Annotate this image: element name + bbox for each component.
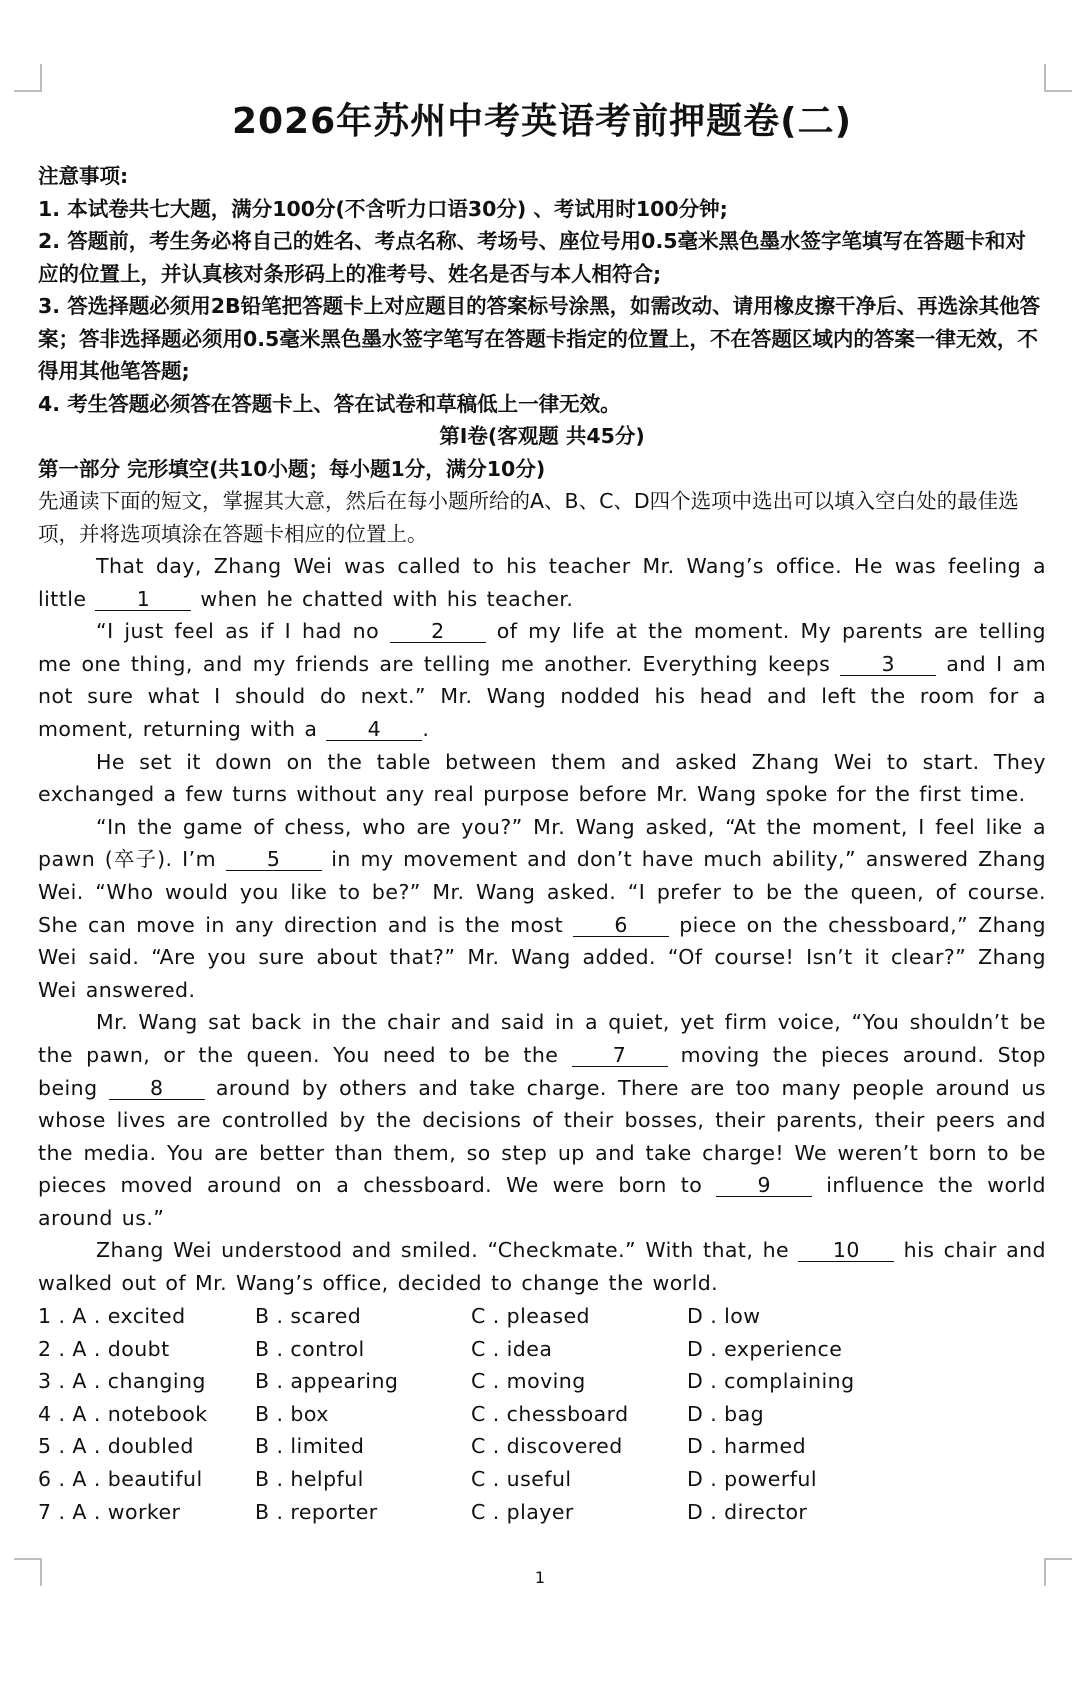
answer-blank: 10 [798,1239,894,1262]
answer-blank: 4 [326,718,422,741]
option-b: B . limited [255,1434,365,1459]
passage-paragraph: “In the game of chess, who are you?” Mr. Wang asked, “At the moment, I feel like a pawn (卒子). I’m 5 in my movement and don’t have much ability,” answered Zhang Wei. “Who would you like to be?” Mr. Wang asked. “I prefer to be the queen, of course. She can move in any direction and is the most 6 piece on the chessboard,” Zhang Wei said. “Are you sure about that?” Mr. Wang added. “Of course! Isn’t it clear?” Zhang Wei answered. [38,814,1046,1002]
passage-paragraph: Mr. Wang sat back in the chair and said in a quiet, yet firm voice, “You shouldn’t be the pawn, or the queen. You need to be the 7 moving the pieces around. Stop being 8 around by others and take charge. There are too many people around us whose lives are controlled by the decisions of their bosses, their parents, their peers and the media. You are better than them, so step up and take charge! We weren’t born to be pieces moved around on a chessboard. We were born to 9 influence the world around us.” [38,1010,1047,1230]
answer-blank: 7 [572,1044,668,1067]
volume-heading: 第I卷(客观题 共45分) [439,424,645,448]
instruction-text: 先通读下面的短文，掌握其大意，然后在每小题所给的A、B、C、D四个选项中选出可以填入空白处的最佳选项，并将选项填涂在答题卡相应的位置上。 [38,489,1019,546]
note-item: 1. 本试卷共七大题，满分100分(不含听力口语30分) 、考试用时100分钟; [38,196,728,221]
option-row [38,1365,887,1398]
option-c: C . moving [471,1369,586,1394]
notes-heading: 注意事项: [38,164,129,188]
option-c: C . useful [471,1466,572,1491]
answer-blank: 1 [95,588,191,611]
crop-mark-top-right [1044,64,1072,92]
option-d: D . complaining [687,1369,855,1394]
option-b: B . reporter [255,1499,378,1524]
option-d: D . experience [687,1336,843,1361]
options-table [38,1300,887,1528]
answer-blank: 3 [840,653,936,676]
passage-paragraph: “I just feel as if I had no 2 of my life at the moment. My parents are telling me one thing, and my friends are telling me another. Everything keeps 3 and I am not sure what I should do next.” Mr. Wang nodded his head and left the room for a moment, returning with a 4 . [38,619,1046,741]
option-a: 7 . A . worker [38,1499,181,1524]
exam-title: 2026年苏州中考英语考前押题卷(二) [231,101,853,142]
option-a: 2 . A . doubt [38,1336,170,1361]
option-row [38,1397,887,1430]
note-item: 4. 考生答题必须答在答题卡上、答在试卷和草稿低上一律无效。 [38,391,621,416]
part-heading: 第一部分 完形填空(共10小题；每小题1分，满分10分) [38,456,546,481]
note-item: 2. 答题前，考生务必将自己的姓名、考点名称、考场号、座位号用0.5毫米黑色墨水签字笔填写在答题卡和对应的位置上，并认真核对条形码上的准考号、姓名是否与本人相符合; [38,229,1027,286]
option-row [38,1463,887,1496]
option-d: D . director [687,1499,808,1524]
passage-paragraph: He set it down on the table between them and asked Zhang Wei to start. They exchanged a few turns without any real purpose before Mr. Wang spoke for the first time. [38,749,1046,807]
option-row [38,1332,887,1365]
option-d: D . powerful [687,1466,818,1491]
option-a: 3 . A . changing [38,1369,206,1394]
option-b: B . helpful [255,1466,364,1491]
answer-blank: 2 [390,620,486,643]
cloze-passage [38,550,1046,1300]
option-c: C . player [471,1499,574,1524]
option-c: C . discovered [471,1434,623,1459]
exam-page [38,92,1046,1528]
passage-paragraph: Zhang Wei understood and smiled. “Checkmate.” With that, he 10 his chair and walked out of Mr. Wang’s office, decided to change the world. [38,1238,1046,1296]
option-b: B . appearing [255,1369,399,1394]
page-number: 1 [534,1568,546,1587]
option-c: C . idea [471,1336,553,1361]
option-c: C . chessboard [471,1401,629,1426]
option-d: D . harmed [687,1434,807,1459]
answer-blank: 9 [716,1174,812,1197]
crop-mark-top-left [14,64,42,92]
answer-blank: 6 [573,914,669,937]
note-item: 3. 答选择题必须用2B铅笔把答题卡上对应题目的答案标号涂黑，如需改动、请用橡皮擦干净后、再选涂其他答案；答非选择题必须用0.5毫米黑色墨水签字笔写在答题卡指定的位置上，不在答题区域内的答案一律无效，不得用其他笔答题; [38,294,1041,383]
option-a: 1 . A . excited [38,1303,186,1328]
option-row [38,1495,887,1528]
option-row [38,1300,887,1333]
option-a: 4 . A . notebook [38,1401,208,1426]
option-d: D . bag [687,1401,765,1426]
notes-section [38,160,1046,420]
option-d: D . low [687,1303,761,1328]
option-b: B . scared [255,1303,362,1328]
answer-blank: 8 [109,1077,205,1100]
option-b: B . control [255,1336,365,1361]
option-a: 5 . A . doubled [38,1434,194,1459]
option-row [38,1430,887,1463]
passage-paragraph: That day, Zhang Wei was called to his teacher Mr. Wang’s office. He was feeling a little 1 when he chatted with his teacher. [38,554,1046,611]
answer-blank: 5 [226,848,322,871]
option-a: 6 . A . beautiful [38,1466,203,1491]
option-b: B . box [255,1401,329,1426]
option-c: C . pleased [471,1303,591,1328]
